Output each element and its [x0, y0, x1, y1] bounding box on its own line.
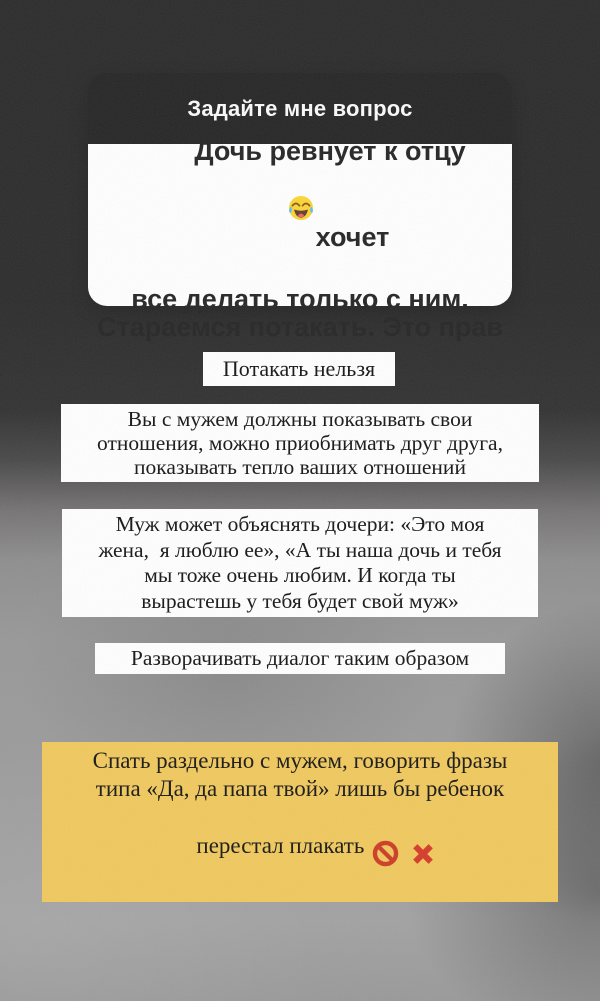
- question-sticker-question: [88, 136, 512, 342]
- answer-line: мы тоже очень любим. И когда ты: [144, 563, 456, 587]
- answer-line: Разворачивать диалог таким образом: [130, 646, 470, 670]
- face-with-tears-of-joy-icon: [212, 166, 315, 257]
- answer-line: Потакать нельзя: [222, 356, 376, 381]
- question-sticker[interactable]: [88, 73, 512, 342]
- answer-line: показывать тепло ваших отношений: [134, 455, 466, 479]
- answer-line: [42, 804, 558, 897]
- question-line-3: Стараемся потакать. Это прав: [96, 312, 503, 342]
- prohibited-icon: [372, 839, 405, 864]
- answer-line: вырастешь у тебя будет свой муж»: [141, 588, 459, 613]
- question-line-1-prefix: Дочь ревнует к отцу: [194, 136, 466, 166]
- answer-show-relationship: [61, 404, 539, 482]
- answer-line-text: перестал плакать: [196, 832, 365, 858]
- answer-line: типа «Да, да папа твой» лишь бы ребенок: [95, 776, 505, 802]
- answer-line: жена, я люблю ее», «А ты наша дочь и тебя: [98, 537, 502, 562]
- question-line-1-suffix: хочет: [315, 221, 390, 252]
- question-line-1: [88, 109, 512, 285]
- answer-unfold-dialog: [95, 643, 505, 674]
- answer-line: Спать раздельно с мужем, говорить фразы: [92, 748, 508, 773]
- question-sticker-header: Задайте мне вопрос: [88, 73, 512, 144]
- answer-line: отношения, можно приобнимать друг друга,: [97, 431, 503, 455]
- answer-husband-explains: [62, 509, 538, 617]
- answer-wrong-approach: [42, 742, 558, 902]
- cross-mark-icon: [408, 839, 438, 864]
- answer-line: Муж может объяснять дочери: «Это моя: [115, 512, 485, 536]
- question-line-2: все делать только с ним.: [131, 283, 469, 314]
- answer-line: Вы с мужем должны показывать свои: [127, 407, 473, 431]
- answer-indulging-forbidden: [203, 352, 395, 386]
